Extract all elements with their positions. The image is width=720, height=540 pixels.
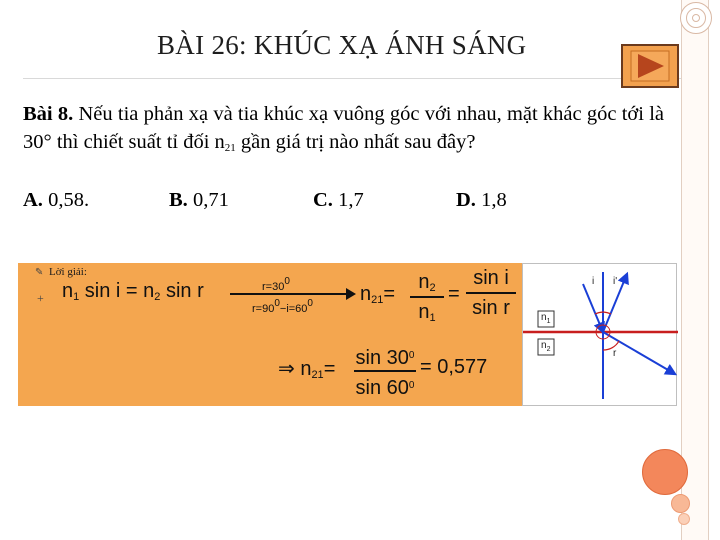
- option-a-letter: A.: [23, 189, 43, 211]
- label-n1: [541, 312, 550, 325]
- decorative-rail: [681, 0, 709, 540]
- refraction-diagram-svg: [523, 264, 678, 407]
- degree-mark: 0: [284, 276, 290, 287]
- bullet-icon: ✎: [35, 267, 44, 278]
- degree-mark: 0: [307, 298, 313, 309]
- implies-text: ⇒ n: [278, 358, 312, 380]
- snell-equation: $n_1$ $\sin i = n_2$ sin r: [62, 280, 204, 303]
- option-d-letter: D.: [456, 189, 476, 211]
- option-b-value: 0,71: [187, 189, 229, 211]
- incident-ray: [583, 284, 603, 332]
- option-c-value: 1,7: [332, 189, 364, 211]
- decorative-circle-small: [678, 513, 690, 525]
- n21-label: [360, 283, 395, 306]
- label-i: i: [592, 276, 595, 287]
- option-a-value: 0,58.: [42, 189, 90, 211]
- fraction-n2-over-n1: [410, 270, 444, 324]
- implies-equals: =: [323, 358, 336, 380]
- question-label: Bài 8.: [23, 103, 74, 125]
- n21-n: n: [360, 283, 372, 305]
- condition-top-text: r=30: [262, 281, 285, 293]
- decorative-circle-large: [642, 449, 688, 495]
- snell-end: sin r: [160, 280, 204, 302]
- frac2-denominator: sin r: [472, 297, 510, 319]
- angle-i-arc: [595, 312, 603, 314]
- angle-i-prime-arc: [603, 312, 611, 314]
- solution-heading: Lời giải:: [49, 266, 87, 278]
- result-value: = 0,577: [420, 356, 488, 378]
- option-d[interactable]: [456, 189, 507, 212]
- refraction-diagram: [522, 263, 677, 406]
- implication-arrow: [230, 293, 350, 295]
- decorative-circle-medium: [671, 494, 690, 513]
- label-n1-text: n: [541, 312, 547, 323]
- label-r: r: [613, 348, 617, 359]
- equals-sign: =: [383, 283, 396, 305]
- frac3-numerator: sin 30: [355, 347, 409, 369]
- slide-title: BÀI 26: KHÚC XẠ ÁNH SÁNG: [157, 30, 527, 60]
- label-n2-text: n: [541, 340, 547, 351]
- condition-bottom-rest: −i=60: [279, 303, 308, 315]
- title-divider: [23, 78, 681, 79]
- label-n2: [541, 340, 550, 353]
- fraction-sini-over-sinr: [466, 266, 516, 320]
- condition-bottom: [252, 298, 313, 315]
- implies-sub: 21: [311, 369, 324, 381]
- frac1-denominator-sub: 1: [429, 312, 436, 324]
- question-body: Nếu tia phản xạ và tia khúc xạ vuông góc với nhau, mặt khác góc tới là 30° thì chiết suất tỉ đối n: [23, 103, 664, 153]
- play-icon: [630, 50, 670, 82]
- frac2-numerator: sin i: [473, 267, 509, 289]
- snell-n: n: [62, 280, 74, 302]
- frac1-denominator: n: [418, 301, 430, 323]
- option-c[interactable]: [313, 189, 364, 212]
- n21-sub: 21: [371, 294, 384, 306]
- option-c-letter: C.: [313, 189, 333, 211]
- condition-bottom-text: r=90: [252, 303, 275, 315]
- angle-r-arc: [603, 341, 619, 350]
- plus-bullet-icon: +: [37, 291, 44, 305]
- question-text: [23, 100, 664, 162]
- question-tail: gần giá trị nào nhất sau đây?: [235, 131, 476, 153]
- frac1-numerator: n: [418, 271, 430, 293]
- label-i-prime: i': [613, 276, 618, 287]
- question-subscript: 21: [224, 142, 236, 154]
- condition-top: [262, 276, 290, 293]
- snell-mid: sin i = n: [79, 280, 155, 302]
- degree-mark: 0: [274, 298, 280, 309]
- degree-mark: 0: [408, 350, 415, 361]
- frac1-numerator-sub: 2: [429, 282, 436, 294]
- equals-sign-2: =: [448, 283, 460, 305]
- option-d-value: 1,8: [475, 189, 507, 211]
- implication-arrowhead: [346, 288, 356, 300]
- frac3-denominator: sin 60: [355, 377, 409, 399]
- label-n2-sub: 2: [546, 346, 551, 353]
- implies-n21: [278, 356, 335, 381]
- decorative-ring-inner: [692, 14, 700, 22]
- fraction-sin30-over-sin60: [354, 344, 416, 398]
- option-b-letter: B.: [169, 189, 188, 211]
- option-a[interactable]: [23, 189, 89, 212]
- option-b[interactable]: [169, 189, 229, 212]
- answer-options: [23, 189, 623, 217]
- label-n1-sub: 1: [546, 318, 551, 325]
- degree-mark: 0: [408, 380, 415, 391]
- play-button[interactable]: [621, 44, 679, 88]
